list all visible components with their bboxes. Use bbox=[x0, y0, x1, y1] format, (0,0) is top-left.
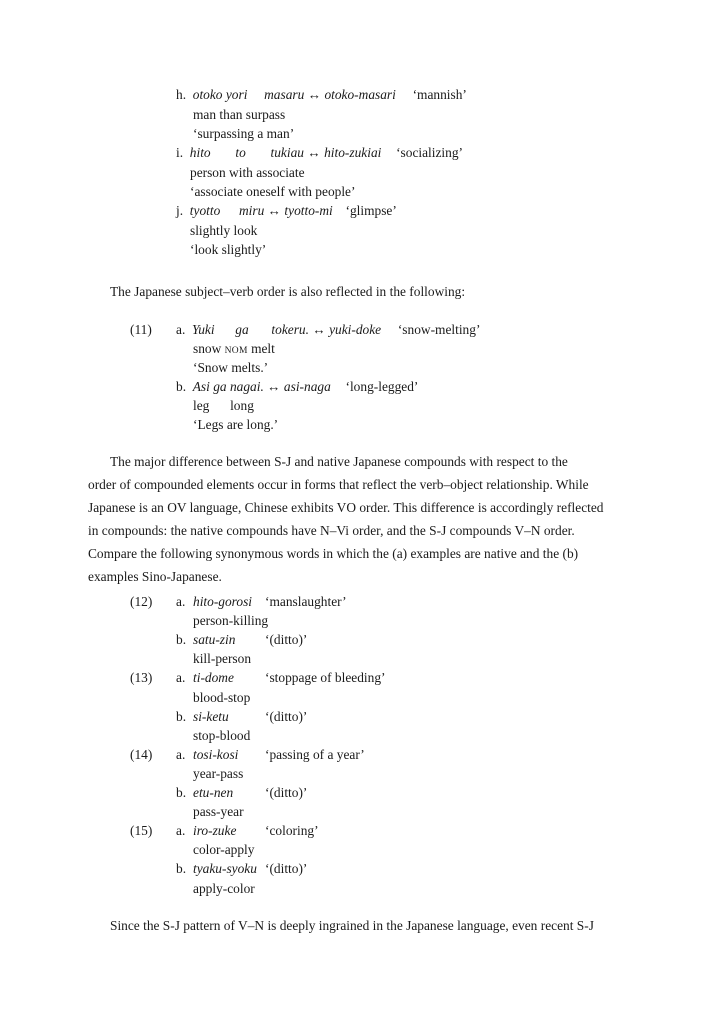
morpheme-gloss: year-pass bbox=[193, 765, 244, 781]
example-letter: b. bbox=[176, 708, 187, 724]
example-letter: j. bbox=[176, 203, 184, 218]
compound-word: si-ketu bbox=[193, 708, 229, 724]
arrow-icon: ↔ bbox=[267, 379, 281, 394]
gloss: ‘stoppage of bleeding’ bbox=[265, 670, 386, 686]
example-number: (15) bbox=[130, 823, 153, 839]
morph: snow bbox=[193, 341, 222, 356]
example-letter: a. bbox=[176, 746, 186, 762]
gloss: ‘snow-melting’ bbox=[397, 322, 481, 337]
gloss: ‘long-legged’ bbox=[345, 379, 419, 394]
paragraph-line: in compounds: the native compounds have N–Vi order, and the S-J compounds V–N order. bbox=[88, 523, 575, 538]
japanese-word: to bbox=[235, 145, 246, 160]
gloss: ‘(ditto)’ bbox=[265, 632, 308, 648]
compound-word: ti-dome bbox=[193, 670, 234, 686]
translation: ‘Snow melts.’ bbox=[193, 360, 269, 375]
morpheme-gloss: slightly look bbox=[190, 223, 258, 238]
example-letter: i. bbox=[176, 145, 184, 160]
compound-word: asi-naga bbox=[283, 379, 331, 394]
nom-marker: NOM bbox=[224, 346, 248, 356]
paragraph-line: examples Sino-Japanese. bbox=[88, 569, 222, 584]
example-number: (13) bbox=[130, 670, 153, 686]
morpheme-gloss bbox=[193, 396, 254, 415]
example-letter: b. bbox=[176, 632, 187, 648]
compound-word: tosi-kosi bbox=[193, 746, 239, 762]
compound-word: hito-zukiai bbox=[324, 145, 382, 160]
gloss: ‘coloring’ bbox=[265, 823, 319, 839]
paragraph-line: order of compounded elements occur in forms that reflect the verb–object relationship. While bbox=[88, 477, 589, 492]
example-letter: a. bbox=[176, 322, 186, 337]
gloss: ‘(ditto)’ bbox=[265, 861, 308, 877]
compound-word: satu-zin bbox=[193, 632, 236, 648]
example-letter: b. bbox=[176, 861, 187, 877]
japanese-word: ga bbox=[235, 322, 249, 337]
compound-word: yuki-doke bbox=[329, 322, 382, 337]
compound-word: tyotto-mi bbox=[284, 203, 333, 218]
example-letter: a. bbox=[176, 594, 186, 609]
example-10j-line bbox=[176, 201, 397, 220]
japanese-word: Yuki bbox=[192, 322, 215, 337]
gloss: ‘manslaughter’ bbox=[265, 594, 347, 609]
example-letter: h. bbox=[176, 87, 187, 102]
example-letter: b. bbox=[176, 785, 187, 800]
example-10i-line bbox=[176, 143, 463, 162]
morpheme-gloss: man than surpass bbox=[193, 107, 286, 122]
japanese-word: miru bbox=[239, 203, 265, 218]
arrow-icon: ↔ bbox=[267, 203, 282, 218]
example-letter: a. bbox=[176, 823, 186, 839]
translation: ‘look slightly’ bbox=[190, 242, 267, 257]
compound-word: otoko-masari bbox=[324, 87, 396, 102]
morpheme-gloss: person-killing bbox=[193, 613, 269, 629]
morpheme-gloss: color-apply bbox=[193, 842, 255, 858]
morpheme-gloss: pass-year bbox=[193, 804, 244, 820]
gloss: ‘socializing’ bbox=[396, 145, 464, 160]
japanese-word: tokeru. bbox=[271, 322, 309, 337]
translation: ‘Legs are long.’ bbox=[193, 417, 279, 432]
gloss: ‘mannish’ bbox=[412, 87, 467, 102]
example-10h-line bbox=[176, 85, 467, 104]
example-11a-line bbox=[176, 320, 480, 339]
morpheme-gloss: person with associate bbox=[190, 165, 305, 180]
translation: ‘associate oneself with people’ bbox=[190, 184, 356, 199]
paragraph-line: Japanese is an OV language, Chinese exhibits VO order. This difference is accordingly reflected bbox=[88, 500, 604, 515]
compound-word: tyaku-syoku bbox=[193, 861, 257, 877]
example-number: (12) bbox=[130, 594, 153, 609]
example-number: (11) bbox=[130, 322, 152, 337]
japanese-sentence: Asi ga nagai. bbox=[192, 379, 264, 394]
morpheme-gloss: blood-stop bbox=[193, 689, 251, 705]
gloss: ‘passing of a year’ bbox=[265, 746, 365, 762]
translation: ‘surpassing a man’ bbox=[193, 126, 295, 141]
arrow-icon: ↔ bbox=[307, 145, 321, 160]
paragraph-line: The major difference between S-J and native Japanese compounds with respect to the bbox=[110, 454, 568, 469]
morph: leg bbox=[193, 398, 210, 413]
japanese-word: tukiau bbox=[270, 145, 304, 160]
gloss: ‘glimpse’ bbox=[345, 203, 397, 218]
intro-sentence: The Japanese subject–verb order is also reflected in the following: bbox=[110, 284, 466, 299]
morpheme-gloss: kill-person bbox=[193, 651, 252, 667]
morpheme-gloss: apply-color bbox=[193, 880, 255, 896]
gloss: ‘(ditto)’ bbox=[265, 708, 308, 724]
gloss: ‘(ditto)’ bbox=[265, 785, 308, 800]
arrow-icon: ↔ bbox=[307, 87, 322, 102]
example-11b-line bbox=[176, 377, 418, 396]
closing-line: Since the S-J pattern of V–N is deeply ingrained in the Japanese language, even recent S-J bbox=[110, 918, 594, 933]
morph: long bbox=[230, 398, 254, 413]
morpheme-gloss: stop-blood bbox=[193, 727, 251, 743]
compound-word: etu-nen bbox=[193, 785, 234, 800]
compound-word: iro-zuke bbox=[193, 823, 237, 839]
japanese-word: tyotto bbox=[189, 203, 221, 218]
japanese-word: hito bbox=[189, 145, 211, 160]
japanese-word: masaru bbox=[264, 87, 305, 102]
compound-word: hito-gorosi bbox=[193, 594, 253, 609]
arrow-icon: ↔ bbox=[312, 322, 326, 337]
paragraph-line: Compare the following synonymous words in which the (a) examples are native and the (b) bbox=[88, 546, 579, 561]
example-letter: a. bbox=[176, 670, 186, 686]
morph: melt bbox=[251, 341, 275, 356]
japanese-word: otoko yori bbox=[192, 87, 248, 102]
example-number: (14) bbox=[130, 746, 153, 762]
example-letter: b. bbox=[176, 379, 187, 394]
